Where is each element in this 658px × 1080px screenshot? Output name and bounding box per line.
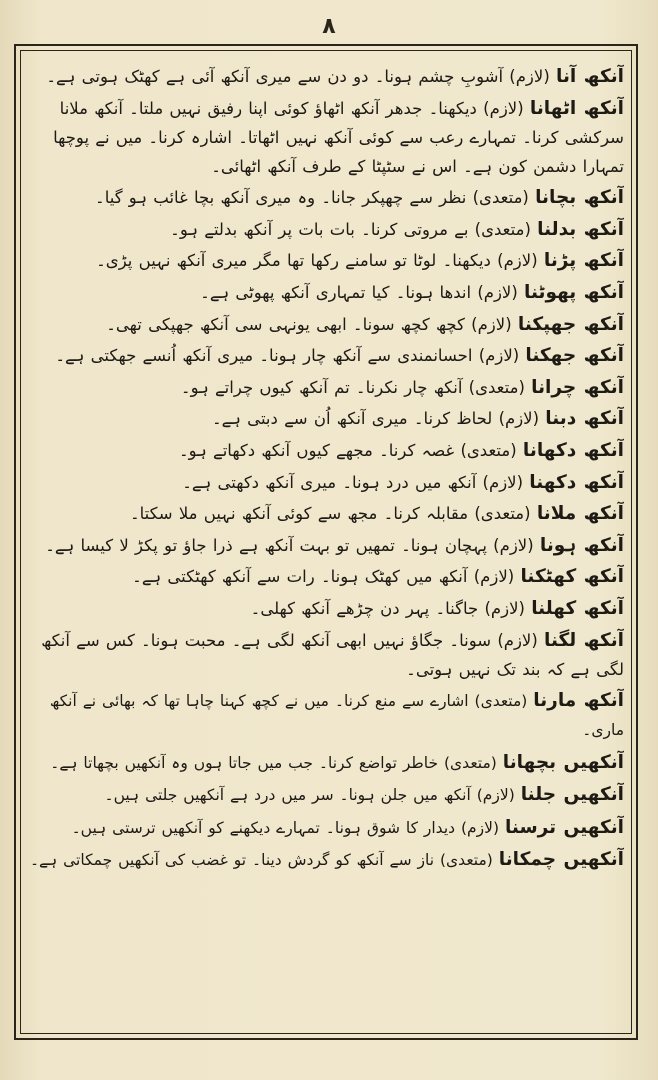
entry-example: تمہارے دیکھنے کو آنکھیں ترستی ہیں۔ [71, 818, 320, 837]
entry-headword: آنکھ بدلنا [537, 218, 624, 240]
entry-meaning: غصہ کرنا۔ [379, 440, 455, 460]
entry-headword: آنکھ دکھانا [522, 439, 624, 461]
dictionary-entry [28, 183, 624, 212]
entry-example: ابھی یونہی سی آنکھ جھپکی تھی۔ [106, 314, 347, 334]
entry-example: تو غضب کی آنکھیں چمکاتی ہے۔ [29, 851, 247, 870]
entry-example: جگاؤ نہیں ابھی آنکھ لگی ہے۔ محبت ہونا۔ کس سے آنکھ لگی ہے کہ بند تک نہیں ہوتی۔ [41, 630, 624, 679]
entry-headword: آنکھ پڑنا [543, 250, 624, 272]
dictionary-entry [28, 373, 624, 402]
entry-example: مجھ سے کوئی آنکھ نہیں ملا سکتا۔ [129, 504, 378, 524]
entry-meaning: لحاظ کرنا۔ [413, 409, 493, 429]
entry-grammar: (لازم) [471, 314, 512, 334]
dictionary-entry [28, 748, 624, 778]
entry-headword: آنکھ بچانا [535, 187, 624, 209]
entry-meaning: آشوبِ چشم ہونا۔ [374, 67, 504, 86]
entry-headword: آنکھ کھلنا [531, 597, 624, 619]
entry-grammar: (لازم) [477, 282, 518, 302]
entry-grammar: (لازم) [476, 786, 515, 805]
entry-headword: آنکھیں جلنا [520, 784, 624, 806]
entry-grammar: (لازم) [497, 630, 538, 650]
entry-example: میری آنکھ اُنسے جھکتی ہے۔ [55, 346, 254, 366]
entry-example: جدھر آنکھ اٹھاؤ کوئی اپنا رفیق نہیں ملتا۔ آنکھ ملانا سرکشی کرنا۔ تمہارے رعب سے کوئی آنکھ نہیں اٹھاتا۔ اشارہ کرنا۔ میں نے پوچھا تمہارا دشمن کون ہے۔ اس نے سٹپٹا کے طرف آنکھ اٹھائی۔ [53, 98, 624, 176]
entry-meaning: خاطر تواضع کرنا۔ [318, 753, 439, 772]
entry-meaning: جاگنا۔ [435, 598, 479, 618]
entry-headword: آنکھ اٹھانا [529, 97, 624, 119]
entry-example: رات سے آنکھ کھٹکتی ہے۔ [132, 567, 315, 587]
entry-headword: آنکھ کھٹکنا [520, 566, 624, 588]
dictionary-entry [28, 94, 624, 181]
dictionary-entry [28, 813, 624, 843]
dictionary-entry [28, 341, 624, 370]
entry-grammar: (متعدی) [474, 504, 531, 524]
entry-grammar: (لازم) [478, 346, 520, 366]
dictionary-entry [28, 686, 624, 745]
entry-grammar: (لازم) [497, 251, 538, 271]
entry-meaning: احسانمندی سے آنکھ چار ہونا۔ [259, 346, 473, 366]
entry-grammar: (لازم) [509, 67, 550, 86]
dictionary-entry [28, 310, 624, 339]
entry-example: بات بات پر آنکھ بدلتے ہو۔ [170, 219, 355, 239]
entry-meaning: نظر سے چھپکر جانا۔ [321, 188, 467, 208]
dictionary-entry [28, 845, 624, 875]
entry-grammar: (لازم) [473, 567, 515, 587]
entry-headword: آنکھ مارنا [533, 690, 624, 712]
entry-grammar: (متعدی) [474, 692, 528, 711]
dictionary-entry [28, 404, 624, 433]
dictionary-entry [28, 562, 624, 591]
entry-example: میں نے کچھ کہنا چاہا تھا کہ بھائی نے آنکھ ماری۔ [49, 692, 624, 740]
entry-grammar: (لازم) [493, 535, 534, 555]
entry-grammar: (لازم) [482, 472, 524, 492]
dictionary-entry [28, 246, 624, 275]
entry-headword: آنکھ دبنا [545, 408, 624, 430]
entry-grammar: (لازم) [484, 598, 525, 618]
entry-example: میری آنکھ دکھتی ہے۔ [182, 472, 337, 492]
entry-grammar: (متعدی) [460, 440, 517, 460]
entry-meaning: اندھا ہونا۔ [395, 282, 472, 302]
entry-meaning: سونا۔ [449, 630, 492, 650]
entry-example: دو دن سے میری آنکھ آئی ہے کھٹک ہوتی ہے۔ [46, 67, 369, 86]
entry-headword: آنکھ ملانا [536, 503, 624, 525]
entry-headword: آنکھ دکھنا [529, 471, 624, 493]
entry-meaning: دیکھنا۔ [442, 251, 491, 271]
entry-example: تمھیں تو بہت آنکھ ہے ذرا جاؤ تو پکڑ لا کیسا ہے۔ [45, 535, 395, 555]
entry-headword: آنکھ چرانا [531, 376, 624, 398]
dictionary-entry [28, 62, 624, 91]
entry-meaning: مقابلہ کرنا۔ [383, 504, 469, 524]
dictionary-entry [28, 215, 624, 244]
entry-headword: آنکھ آنا [556, 66, 624, 87]
entry-headword: آنکھ ہونا [539, 534, 624, 556]
entry-grammar: (متعدی) [468, 377, 525, 397]
entry-example: میری آنکھ اُن سے دبتی ہے۔ [211, 409, 408, 429]
dictionary-entry [28, 780, 624, 810]
entry-example: لوٹا تو سامنے رکھا تھا مگر میری آنکھ نہیں پڑی۔ [96, 251, 437, 271]
entry-meaning: پہچان ہونا۔ [401, 535, 487, 555]
entry-example: وہ میری آنکھ بچا غائب ہو گیا۔ [95, 188, 316, 208]
entry-meaning: دیدار کا شوق ہونا۔ [325, 818, 456, 837]
dictionary-entries [28, 62, 624, 1028]
entry-grammar: (لازم) [460, 818, 500, 837]
entry-example: جب میں جاتا ہوں وہ آنکھیں بچھاتا ہے۔ [50, 753, 313, 772]
entry-grammar: (متعدی) [444, 753, 497, 772]
dictionary-entry [28, 594, 624, 623]
dictionary-entry [28, 531, 624, 560]
entry-meaning: آنکھ میں جلن ہونا۔ [339, 786, 471, 805]
entry-headword: آنکھ لگنا [544, 629, 624, 651]
entry-meaning: اشارے سے منع کرنا۔ [334, 692, 469, 711]
entry-grammar: (لازم) [483, 98, 524, 118]
entry-meaning: ناز سے آنکھ کو گردش دینا۔ [252, 851, 435, 870]
entry-headword: آنکھیں بچھانا [502, 751, 624, 773]
dictionary-entry [28, 626, 624, 684]
dictionary-entry [28, 499, 624, 528]
entry-meaning: آنکھ چار نکرنا۔ [355, 377, 463, 397]
entry-grammar: (متعدی) [440, 851, 493, 870]
entry-headword: آنکھ جھپکنا [517, 313, 624, 335]
entry-meaning: آنکھ میں درد ہونا۔ [342, 472, 477, 492]
entry-meaning: کچھ کچھ سونا۔ [352, 314, 465, 334]
entry-headword: آنکھ جھکنا [525, 345, 624, 367]
entry-meaning: دیکھنا۔ [428, 98, 477, 118]
entry-grammar: (متعدی) [472, 188, 529, 208]
entry-grammar: (لازم) [498, 409, 540, 429]
dictionary-entry [28, 436, 624, 465]
entry-example: مجھے کیوں آنکھ دکھاتے ہو۔ [178, 440, 373, 460]
entry-headword: آنکھ پھوٹنا [524, 281, 624, 303]
page-number: ۸ [322, 14, 336, 39]
entry-example: پہر دن چڑھے آنکھ کھلی۔ [250, 598, 430, 618]
entry-example: تم آنکھ کیوں چراتے ہو۔ [180, 377, 350, 397]
entry-meaning: بے مروتی کرنا۔ [361, 219, 469, 239]
dictionary-entry [28, 278, 624, 307]
entry-grammar: (متعدی) [474, 219, 531, 239]
entry-headword: آنکھیں ترسنا [504, 816, 624, 838]
entry-example: کیا تمہاری آنکھ پھوٹی ہے۔ [200, 282, 390, 302]
entry-meaning: آنکھ میں کھٹک ہونا۔ [320, 567, 468, 587]
entry-example: سر میں درد ہے آنکھیں جلتی ہیں۔ [104, 786, 334, 805]
dictionary-entry [28, 468, 624, 497]
entry-headword: آنکھیں چمکانا [498, 849, 624, 871]
